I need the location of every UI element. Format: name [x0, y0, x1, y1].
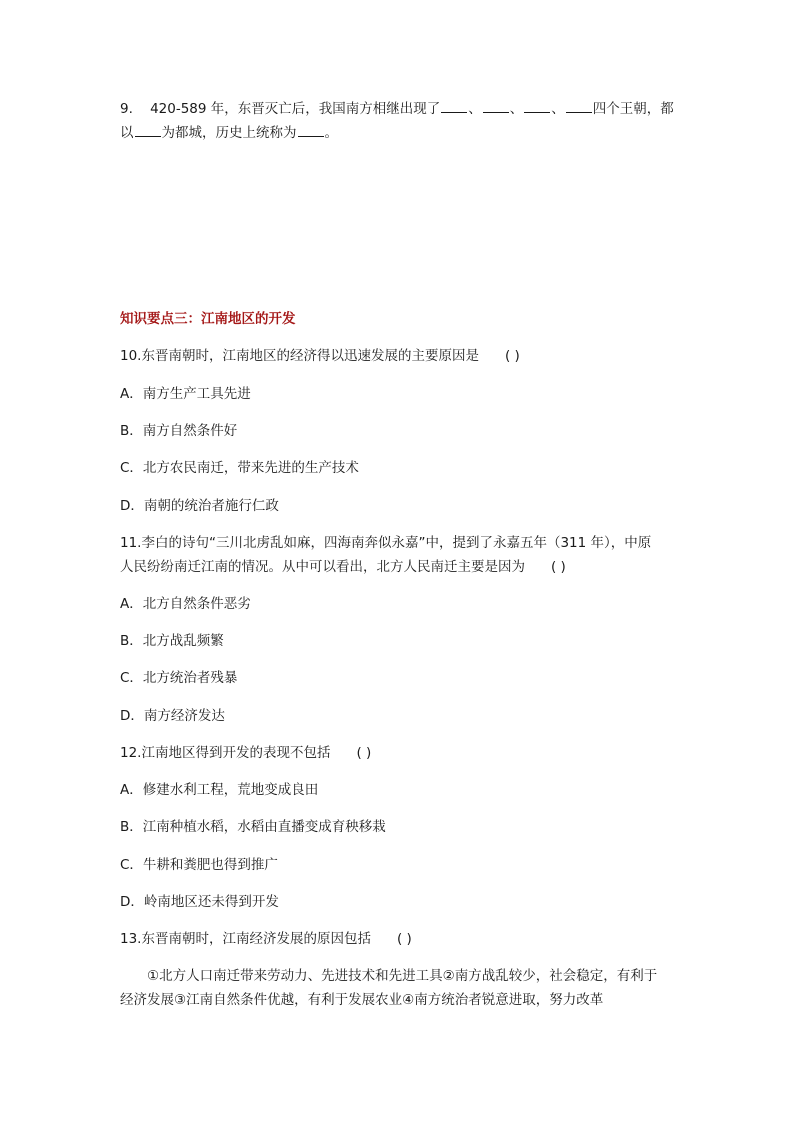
- separator: 、: [551, 101, 565, 117]
- separator: 、: [509, 101, 524, 117]
- q12-option-d: D．岭南地区还未得到开发: [120, 894, 279, 910]
- q9-text-3: 以: [120, 125, 134, 141]
- q11-stem-line-1: 11.李白的诗句“三川北虏乱如麻，四海南奔似永嘉”中，提到了永嘉五年（311 年），中原: [120, 535, 652, 551]
- q9-line-2: [120, 122, 680, 143]
- q10-option-d: D．南朝的统治者施行仁政: [120, 498, 279, 514]
- section-heading: 知识要点三：江南地区的开发: [120, 311, 296, 327]
- q12-option-b: B．江南种植水稻，水稻由直播变成育秧移栽: [120, 819, 386, 835]
- q11-stem-text: 人民纷纷南迁江南的情况。从中可以看出，北方人民南迁主要是因为: [120, 559, 525, 575]
- q11-stem-line-2: [120, 557, 680, 577]
- answer-blank: [441, 98, 467, 113]
- q10-stem: [120, 346, 680, 366]
- q13-stem: [120, 929, 680, 949]
- answer-blank: [483, 98, 509, 113]
- answer-blank: [566, 98, 592, 113]
- q9-line-1: [120, 98, 680, 119]
- q12-option-a: A．修建水利工程，荒地变成良田: [120, 782, 319, 798]
- q9-number: 9.: [120, 101, 133, 117]
- q12-option-c: C．牛耕和粪肥也得到推广: [120, 857, 278, 873]
- q11-option-d: D．南方经济发达: [120, 708, 225, 724]
- q11-option-a: A．北方自然条件恶劣: [120, 596, 251, 612]
- answer-blank: [298, 122, 324, 137]
- q13-stem-text: 13.东晋南朝时，江南经济发展的原因包括: [120, 931, 371, 947]
- q11-option-c: C．北方统治者残暴: [120, 670, 238, 686]
- separator: 、: [468, 101, 482, 117]
- q13-body-line-2: 经济发展③江南自然条件优越，有利于发展农业④南方统治者锐意进取，努力改革: [120, 992, 604, 1008]
- answer-paren: ( ): [356, 745, 372, 761]
- q12-stem-text: 12.江南地区得到开发的表现不包括: [120, 745, 331, 761]
- q10-option-a: A．南方生产工具先进: [120, 386, 251, 402]
- q13-body-line-1: ①北方人口南迁带来劳动力、先进技术和先进工具②南方战乱较少，社会稳定，有利于: [147, 968, 658, 984]
- q9-text-2: 四个王朝，都: [592, 101, 674, 117]
- q9-text-4: 为都城，历史上统称为: [161, 125, 297, 141]
- q9-text-1: 420-589 年，东晋灭亡后，我国南方相继出现了: [150, 101, 441, 117]
- q11-option-b: B．北方战乱频繁: [120, 633, 224, 649]
- q10-option-c: C．北方农民南迁，带来先进的生产技术: [120, 460, 359, 476]
- answer-paren: ( ): [504, 348, 520, 364]
- q10-stem-text: 10.东晋南朝时，江南地区的经济得以迅速发展的主要原因是: [120, 348, 479, 364]
- answer-paren: ( ): [396, 931, 412, 947]
- q12-stem: [120, 743, 680, 763]
- q9-end: 。: [324, 125, 338, 141]
- answer-paren: ( ): [551, 559, 566, 575]
- answer-blank: [135, 122, 161, 137]
- answer-blank: [524, 98, 550, 113]
- q10-option-b: B．南方自然条件好: [120, 423, 238, 439]
